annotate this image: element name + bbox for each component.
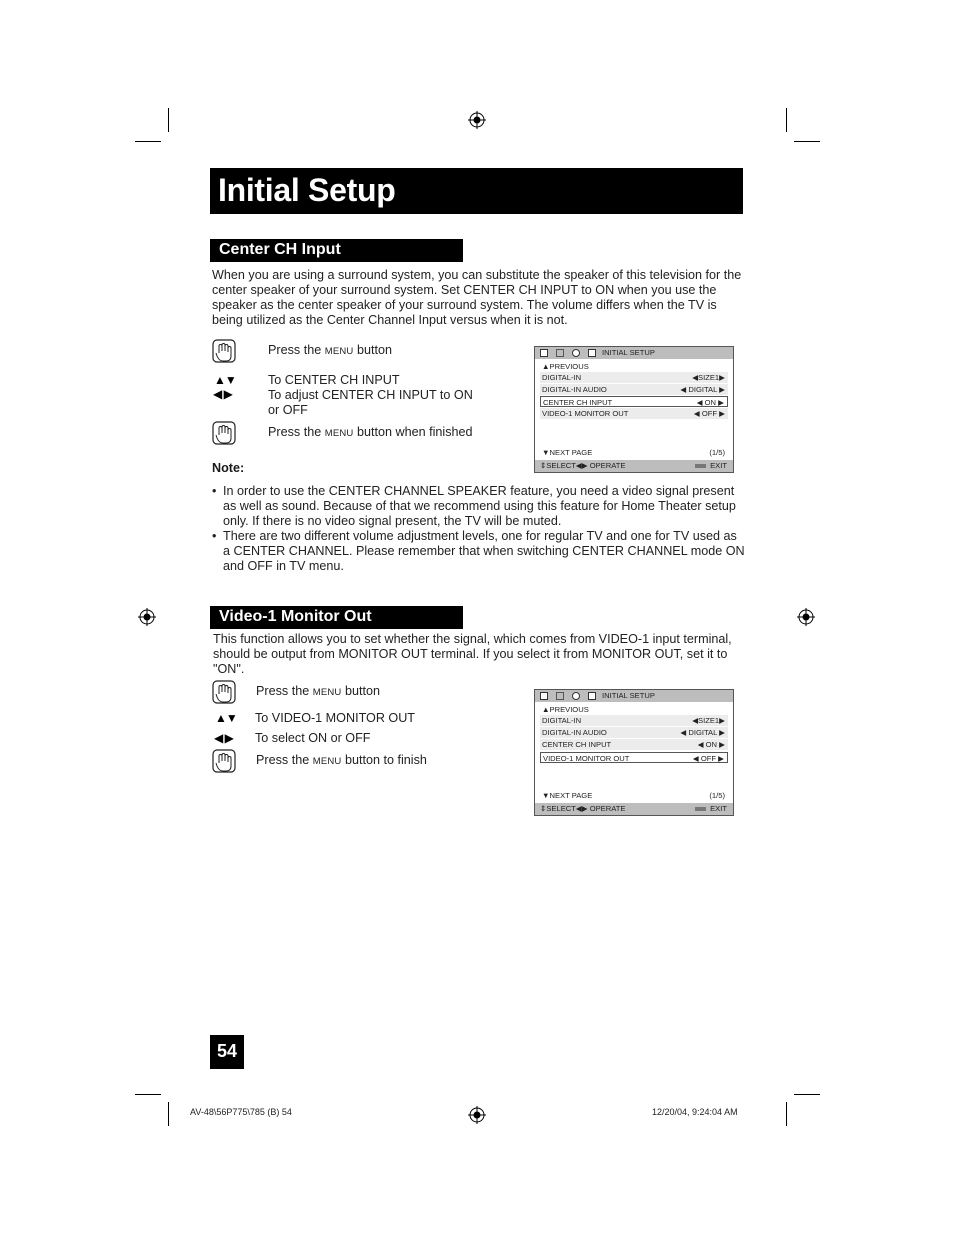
footer-file-info: AV-48\56P775\785 (B) 54 (190, 1107, 292, 1117)
tv-menu-previous[interactable]: ▲PREVIOUS (542, 362, 589, 371)
tv-menu-row[interactable]: DIGITAL-IN ◀SIZE1▶ (540, 372, 728, 383)
registration-target-icon (138, 608, 156, 626)
remote-button-icon (212, 421, 238, 447)
lock-icon (588, 349, 596, 357)
tv-menu-title: INITIAL SETUP (602, 348, 655, 357)
left-right-arrows-icon: ◀ ▶ (213, 387, 232, 401)
crop-mark (786, 1102, 787, 1126)
note-heading: Note: (212, 461, 245, 475)
page-number: 54 (216, 1041, 238, 1061)
tv-menu-screen (534, 689, 734, 816)
tv-menu-header (535, 690, 733, 702)
step-select-center-ch: To CENTER CH INPUT (268, 373, 400, 387)
step-press-menu-finish: Press the MENU button when finished (268, 425, 473, 439)
crop-mark (135, 1094, 161, 1095)
menu-key-icon (695, 807, 706, 811)
step-adjust-center-ch-cont: or OFF (268, 403, 308, 417)
page-number-badge (210, 1035, 244, 1069)
tv-menu-row-selected[interactable]: CENTER CH INPUT ◀ ON ▶ (540, 396, 728, 407)
tv-menu-header (535, 347, 733, 359)
tv-menu-footer: ⇕SELECT◀▶ OPERATE EXIT (535, 803, 733, 815)
tv-menu-next-page[interactable]: ▼NEXT PAGE (1/5) (542, 448, 725, 457)
tv-menu-row[interactable]: CENTER CH INPUT ◀ ON ▶ (540, 739, 728, 750)
picture-icon (556, 692, 564, 700)
remote-button-icon (212, 680, 238, 706)
up-down-arrows-icon: ▲▼ (214, 373, 236, 387)
footer-timestamp: 12/20/04, 9:24:04 AM (652, 1107, 738, 1117)
menu-key-icon (695, 464, 706, 468)
up-down-arrows-icon: ▲▼ (215, 711, 237, 725)
picture-icon (556, 349, 564, 357)
tv-menu-row[interactable]: DIGITAL-IN ◀SIZE1▶ (540, 715, 728, 726)
registration-target-icon (468, 111, 486, 129)
step-press-menu-finish: Press the MENU button to finish (256, 753, 427, 767)
registration-target-icon (468, 1106, 486, 1124)
section-heading-video1 (210, 606, 463, 629)
section-heading-text: Video-1 Monitor Out (219, 608, 372, 625)
step-select-on-off: To select ON or OFF (255, 731, 371, 745)
tv-menu-screen (534, 346, 734, 473)
crop-mark (794, 1094, 820, 1095)
tv-menu-row-selected[interactable]: VIDEO-1 MONITOR OUT ◀ OFF ▶ (540, 752, 728, 763)
page-title: Initial Setup (218, 172, 396, 208)
step-select-video1: To VIDEO-1 MONITOR OUT (255, 711, 416, 725)
crop-mark (786, 108, 787, 132)
tv-menu-row[interactable]: DIGITAL-IN AUDIO ◀ DIGITAL ▶ (540, 384, 728, 395)
crop-mark (135, 141, 161, 142)
setup-icon (540, 349, 548, 357)
registration-target-icon (797, 608, 815, 626)
tv-menu-row[interactable]: VIDEO-1 MONITOR OUT ◀ OFF ▶ (540, 408, 728, 419)
remote-button-icon (212, 749, 238, 775)
note-bullet: • In order to use the CENTER CHANNEL SPEAKER feature, you need a video signal present as well as sound. Because of that we recommend using this feature for Home Theater setup only. If there is no video signal present, the TV will be muted. (212, 484, 736, 528)
section-heading-center-ch (210, 239, 463, 262)
tv-menu-footer: ⇕SELECT◀▶ OPERATE EXIT (535, 460, 733, 472)
setup-icon (540, 692, 548, 700)
note-bullet: • There are two different volume adjustment levels, one for regular TV and one for TV used as a CENTER CHANNEL. Please remember that when switching CENTER CHANNEL mode ON and OFF in TV menu. (212, 529, 745, 573)
crop-mark (794, 141, 820, 142)
tv-menu-title: INITIAL SETUP (602, 691, 655, 700)
crop-mark (168, 1102, 169, 1126)
crop-mark (168, 108, 169, 132)
remote-button-icon (212, 339, 238, 365)
tv-menu-previous[interactable]: ▲PREVIOUS (542, 705, 589, 714)
section-intro: When you are using a surround system, you can substitute the speaker of this television for the center speaker of your surround system. Set CENTER CH INPUT to ON when you use the speaker as the center speaker of your surround system. The volume differs when the TV is being utilized as the Center Channel Input versus when it is not. (212, 268, 742, 327)
lock-icon (588, 692, 596, 700)
step-press-menu: Press the MENU button (268, 343, 392, 357)
tv-menu-row[interactable]: DIGITAL-IN AUDIO ◀ DIGITAL ▶ (540, 727, 728, 738)
section-heading-text: Center CH Input (219, 241, 341, 258)
timer-icon (572, 349, 580, 357)
tv-menu-next-page[interactable]: ▼NEXT PAGE (1/5) (542, 791, 725, 800)
section-intro: This function allows you to set whether the signal, which comes from VIDEO-1 input terminal, should be output from MONITOR OUT terminal. If you select it from MONITOR OUT, set it to "ON". (213, 632, 732, 676)
step-adjust-center-ch: To adjust CENTER CH INPUT to ON (268, 388, 473, 402)
left-right-arrows-icon: ◀ ▶ (214, 731, 233, 745)
step-press-menu: Press the MENU button (256, 684, 380, 698)
page-title-bar (210, 168, 743, 214)
timer-icon (572, 692, 580, 700)
